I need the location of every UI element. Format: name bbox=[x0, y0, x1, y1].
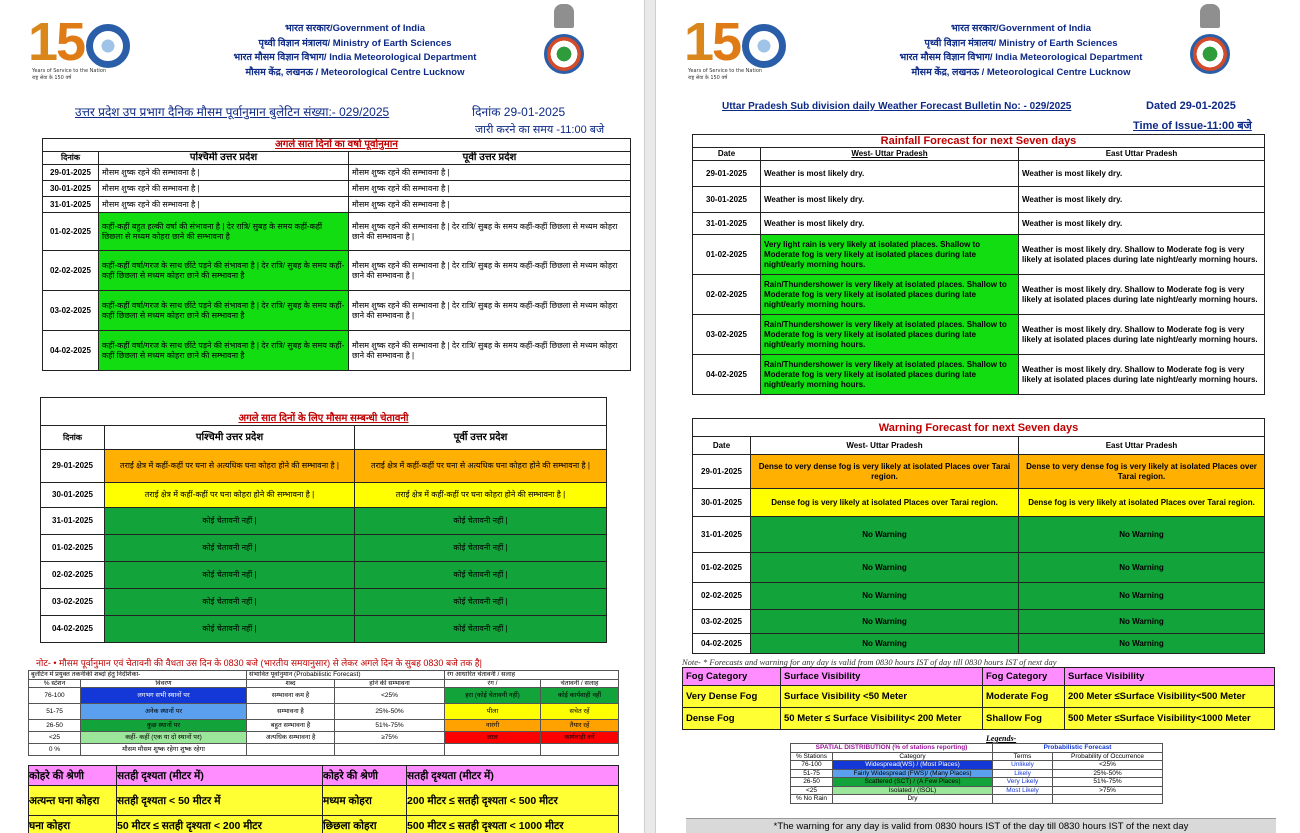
page-gutter bbox=[644, 0, 656, 833]
west-warning: कोई चेतावनी नहीं | bbox=[105, 535, 355, 562]
east-warning: कोई चेतावनी नहीं | bbox=[355, 589, 607, 616]
fog-cell: Surface Visibility <50 Meter bbox=[781, 686, 983, 708]
legend-cell: अत्यधिक सम्भावना है bbox=[247, 732, 335, 744]
logo-tagline-hindi: राष्ट्र सेवा के 150 वर्ष bbox=[32, 75, 72, 81]
fog-cell: Moderate Fog bbox=[983, 686, 1065, 708]
legend-cell: तैयार रहें bbox=[541, 720, 619, 732]
fog-header: Fog Category bbox=[683, 668, 781, 686]
west-forecast: कहीं-कहीं वर्षा/गरज के साथ छींटे पड़ने की संभावना है | देर रात्रि/ सुबह के समय कहीं-कहीं छिछला से मध्यम कोहरा छाने की सम्भावना है bbox=[99, 291, 349, 331]
row-date: 03-02-2025 bbox=[41, 589, 105, 616]
east-warning: No Warning bbox=[1019, 634, 1265, 654]
fog-cell: सतही दृश्यता < 50 मीटर में bbox=[117, 786, 323, 816]
fog-header: Surface Visibility bbox=[1065, 668, 1275, 686]
fog-cell: अत्यन्त घना कोहरा bbox=[29, 786, 117, 816]
legend-cell: लगभग सभी स्थानों पर bbox=[81, 688, 247, 704]
east-forecast: मौसम शुष्क रहने की सम्भावना है | देर रात्रि/ सुबह के समय कहीं-कहीं छिछला से मध्यम कोहरा छाने की सम्भावना है | bbox=[349, 251, 631, 291]
east-forecast: Weather is most likely dry. Shallow to Moderate fog is very likely at isolated places during late night/early morning hours. bbox=[1019, 355, 1265, 395]
legend-sub: Category bbox=[833, 752, 993, 761]
legend-cell: सम्भावना कम है bbox=[247, 688, 335, 704]
row-date: 02-02-2025 bbox=[43, 251, 99, 291]
fog-header: Surface Visibility bbox=[781, 668, 983, 686]
header-line: भारत सरकार/Government of India bbox=[284, 23, 426, 34]
legend-cell: 51%-75% bbox=[1053, 778, 1163, 787]
west-warning: No Warning bbox=[751, 634, 1019, 654]
row-date: 01-02-2025 bbox=[41, 535, 105, 562]
logo-tagline: Years of Service to the Nation bbox=[32, 68, 107, 74]
row-date: 01-02-2025 bbox=[693, 553, 751, 583]
legend-cell: 76-100 bbox=[791, 761, 833, 770]
east-warning: कोई चेतावनी नहीं | bbox=[355, 508, 607, 535]
validity-note: Note- * Forecasts and warning for any day is valid from 0830 hours IST of day till 0830 hours IST of next day bbox=[682, 657, 1057, 667]
issue-time: Time of Issue-11:00 बजे bbox=[1133, 120, 1252, 132]
west-warning: तराई क्षेत्र में कहीं-कहीं पर घना कोहरा होने की सम्भावना है | bbox=[105, 483, 355, 508]
west-warning: No Warning bbox=[751, 583, 1019, 610]
fog-cell: घना कोहरा bbox=[29, 816, 117, 833]
west-forecast: मौसम शुष्क रहने की सम्भावना है | bbox=[99, 165, 349, 181]
legend-cell: >75% bbox=[1053, 786, 1163, 795]
row-date: 04-02-2025 bbox=[693, 634, 751, 654]
legend-sub: होने की सम्भावना bbox=[335, 679, 445, 688]
fog-category-table bbox=[28, 765, 619, 833]
legend-cell: 76-100 bbox=[29, 688, 81, 704]
west-warning: कोई चेतावनी नहीं | bbox=[105, 589, 355, 616]
legend-head: SPATIAL DISTRIBUTION (% of stations reporting) bbox=[791, 744, 993, 753]
fog-header: कोहरे की श्रेणी bbox=[323, 766, 407, 786]
legend-cell: 51-75 bbox=[29, 704, 81, 720]
legend-cell: लाल bbox=[445, 732, 541, 744]
legend-cell: पीला bbox=[445, 704, 541, 720]
legend-cell: बहुत सम्भावना है bbox=[247, 720, 335, 732]
imd-150-logo: 15 Years of Service to the Nation राष्ट्र सेवा के 150 वर्ष bbox=[684, 14, 804, 78]
national-emblem-icon bbox=[544, 4, 584, 80]
legend-cell bbox=[247, 744, 335, 756]
east-warning: No Warning bbox=[1019, 553, 1265, 583]
national-emblem-icon bbox=[1190, 4, 1230, 80]
legend-cell: Fairly Widespread (FWS)/ (Many Places) bbox=[833, 769, 993, 778]
east-warning: कोई चेतावनी नहीं | bbox=[355, 535, 607, 562]
col-east: East Uttar Pradesh bbox=[1019, 148, 1265, 161]
row-date: 29-01-2025 bbox=[41, 450, 105, 483]
warning-table-title: Warning Forecast for next Seven days bbox=[693, 419, 1265, 437]
row-date: 04-02-2025 bbox=[41, 616, 105, 643]
east-forecast: Weather is most likely dry. bbox=[1019, 213, 1265, 235]
row-date: 04-02-2025 bbox=[43, 331, 99, 371]
legend-cell: % No Rain bbox=[791, 795, 833, 804]
row-date: 29-01-2025 bbox=[43, 165, 99, 181]
fog-header: सतही दृश्यता (मीटर में) bbox=[117, 766, 323, 786]
legend-cell bbox=[445, 744, 541, 756]
page-hindi bbox=[0, 0, 644, 833]
bulletin-title: Uttar Pradesh Sub division daily Weather Forecast Bulletin No: - 029/2025 bbox=[722, 101, 1072, 112]
legend-cell: Most Likely bbox=[993, 786, 1053, 795]
legend-sub: विवरण bbox=[81, 679, 247, 688]
fog-cell: Shallow Fog bbox=[983, 708, 1065, 730]
fog-category-table bbox=[682, 667, 1275, 730]
west-warning: तराई क्षेत्र में कहीं-कहीं पर घना से अत्यधिक घना कोहरा होने की सम्भावना है | bbox=[105, 450, 355, 483]
east-forecast: मौसम शुष्क रहने की सम्भावना है | bbox=[349, 197, 631, 213]
legend-cell: Very Likely bbox=[993, 778, 1053, 787]
east-forecast: मौसम शुष्क रहने की सम्भावना है | देर रात्रि/ सुबह के समय कहीं-कहीं छिछला से मध्यम कोहरा छाने की सम्भावना है | bbox=[349, 291, 631, 331]
legend-head: Probabilistic Forecast bbox=[993, 744, 1163, 753]
legend-cell: Likely bbox=[993, 769, 1053, 778]
row-date: 30-01-2025 bbox=[43, 181, 99, 197]
legend-cell: <25 bbox=[791, 786, 833, 795]
fog-header: सतही दृश्यता (मीटर में) bbox=[407, 766, 619, 786]
legend-sub: % स्टेशन bbox=[29, 679, 81, 688]
legend-sub: Probability of Occurrence bbox=[1053, 752, 1163, 761]
col-east: पूर्वी उत्तर प्रदेश bbox=[355, 426, 607, 450]
fog-cell: Dense Fog bbox=[683, 708, 781, 730]
legend-head: संभावित पूर्वानुमान (Probabilistic Forecast) bbox=[247, 671, 445, 680]
legend-cell: 26-50 bbox=[29, 720, 81, 732]
header-line: भारत मौसम विज्ञान विभाग/ India Meteorological Department bbox=[899, 52, 1143, 63]
legend-cell: Scattered (SCT) / (A Few Places) bbox=[833, 778, 993, 787]
legend-cell: कहीं- कहीं (एक या दो स्थानों पर) bbox=[81, 732, 247, 744]
legend-cell: सम्भावना है bbox=[247, 704, 335, 720]
warning-table bbox=[692, 418, 1265, 654]
legend-cell: कार्यवाही करें bbox=[541, 732, 619, 744]
east-warning: No Warning bbox=[1019, 517, 1265, 553]
legend-table bbox=[28, 670, 619, 756]
header-line: भारत मौसम विज्ञान विभाग/ India Meteorological Department bbox=[233, 52, 477, 63]
west-forecast: Rain/Thundershower is very likely at isolated places. Shallow to Moderate fog is very likely at isolated places during late night/early morning hours. bbox=[761, 275, 1019, 315]
legend-cell: Isolated / (ISOL) bbox=[833, 786, 993, 795]
header-line: पृथ्वी विज्ञान मंत्रालय/ Ministry of Earth Sciences bbox=[924, 37, 1118, 49]
col-date: दिनांक bbox=[43, 152, 99, 165]
rain-table-title: अगले सात दिनों का वर्षा पूर्वानुमान bbox=[43, 139, 631, 152]
row-date: 30-01-2025 bbox=[693, 187, 761, 213]
east-warning: No Warning bbox=[1019, 583, 1265, 610]
east-forecast: Weather is most likely dry. bbox=[1019, 161, 1265, 187]
fog-cell: 200 Meter ≤Surface Visibility<500 Meter bbox=[1065, 686, 1275, 708]
legend-cell bbox=[335, 744, 445, 756]
fog-header: कोहरे की श्रेणी bbox=[29, 766, 117, 786]
legend-sub: % Stations bbox=[791, 752, 833, 761]
legend-cell: कुछ स्थानों पर bbox=[81, 720, 247, 732]
rain-forecast-table bbox=[42, 138, 631, 371]
west-forecast: Rain/Thundershower is very likely at isolated places. Shallow to Moderate fog is very likely at isolated places during late night/early morning hours. bbox=[761, 315, 1019, 355]
west-forecast: Weather is most likely dry. bbox=[761, 187, 1019, 213]
fog-cell: 50 Meter ≤ Surface Visibility< 200 Meter bbox=[781, 708, 983, 730]
west-forecast: कहीं-कहीं वर्षा/गरज के साथ छींटे पड़ने की संभावना है | देर रात्रि/ सुबह के समय कहीं-कहीं छिछला से मध्यम कोहरा छाने की सम्भावना है bbox=[99, 331, 349, 371]
col-date: Date bbox=[693, 437, 751, 455]
west-warning: कोई चेतावनी नहीं | bbox=[105, 616, 355, 643]
fog-cell: 500 Meter ≤Surface Visibility<1000 Meter bbox=[1065, 708, 1275, 730]
east-forecast: Weather is most likely dry. Shallow to Moderate fog is very likely at isolated places during late night/early morning hours. bbox=[1019, 235, 1265, 275]
col-east: East Uttar Pradesh bbox=[1019, 437, 1265, 455]
east-warning: Dense to very dense fog is very likely at isolated Places over Tarai region. bbox=[1019, 455, 1265, 489]
legend-cell: ≥75% bbox=[335, 732, 445, 744]
legends-label: Legends- bbox=[986, 734, 1017, 743]
header-line: भारत सरकार/Government of India bbox=[950, 23, 1092, 34]
legend-table bbox=[790, 743, 1163, 804]
west-warning: कोई चेतावनी नहीं | bbox=[105, 562, 355, 589]
legend-cell bbox=[541, 744, 619, 756]
east-forecast: Weather is most likely dry. Shallow to Moderate fog is very likely at isolated places during late night/early morning hours. bbox=[1019, 315, 1265, 355]
west-forecast: Rain/Thundershower is very likely at isolated places. Shallow to Moderate fog is very likely at isolated places during late night/early morning hours. bbox=[761, 355, 1019, 395]
row-date: 31-01-2025 bbox=[43, 197, 99, 213]
bulletin-title: उत्तर प्रदेश उप प्रभाग दैनिक मौसम पूर्वानुमान बुलेटिन संख्या:- 029/2025 bbox=[75, 105, 390, 119]
legend-cell: 0 % bbox=[29, 744, 81, 756]
header-line: पृथ्वी विज्ञान मंत्रालय/ Ministry of Earth Sciences bbox=[258, 37, 452, 49]
east-warning: No Warning bbox=[1019, 610, 1265, 634]
legend-cell: नारंगी bbox=[445, 720, 541, 732]
west-forecast: कहीं-कहीं बहुत हल्की वर्षा की संभावना है | देर रात्रि/ सुबह के समय कहीं-कहीं छिछला से मध्यम कोहरा छाने की सम्भावना है bbox=[99, 213, 349, 251]
row-date: 02-02-2025 bbox=[693, 583, 751, 610]
east-warning: कोई चेतावनी नहीं | bbox=[355, 616, 607, 643]
row-date: 02-02-2025 bbox=[41, 562, 105, 589]
warning-table-title: अगले सात दिनों के लिए मौसम सम्बन्धी चेतावनी bbox=[41, 398, 607, 426]
east-forecast: Weather is most likely dry. Shallow to Moderate fog is very likely at isolated places during late night/early morning hours. bbox=[1019, 275, 1265, 315]
east-warning: तराई क्षेत्र में कहीं-कहीं पर घना कोहरा होने की सम्भावना है | bbox=[355, 483, 607, 508]
legend-sub: शब्द bbox=[247, 679, 335, 688]
west-forecast: Weather is most likely dry. bbox=[761, 213, 1019, 235]
legend-cell: 25%-50% bbox=[335, 704, 445, 720]
col-date: Date bbox=[693, 148, 761, 161]
logo-tagline-hindi: राष्ट्र सेवा के 150 वर्ष bbox=[688, 75, 728, 81]
legend-cell bbox=[993, 795, 1053, 804]
east-forecast: मौसम शुष्क रहने की सम्भावना है | देर रात्रि/ सुबह के समय कहीं-कहीं छिछला से मध्यम कोहरा छाने की सम्भावना है | bbox=[349, 213, 631, 251]
legend-cell: <25% bbox=[335, 688, 445, 704]
org-header bbox=[871, 22, 1171, 80]
west-forecast: Weather is most likely dry. bbox=[761, 161, 1019, 187]
legend-cell: <25% bbox=[1053, 761, 1163, 770]
west-warning: Dense fog is very likely at isolated Places over Tarai region. bbox=[751, 489, 1019, 517]
issue-time: जारी करने का समय -11:00 बजे bbox=[475, 124, 605, 136]
legend-head: बुलेटिन में प्रयुक्त तकनीकी शब्दों हेतु निर्देशिका- bbox=[29, 671, 247, 680]
row-date: 30-01-2025 bbox=[41, 483, 105, 508]
legend-cell: अनेक स्थानों पर bbox=[81, 704, 247, 720]
legend-sub: चेतावनी / सलाह bbox=[541, 679, 619, 688]
legend-cell: Dry bbox=[833, 795, 993, 804]
west-warning: No Warning bbox=[751, 610, 1019, 634]
west-warning: Dense to very dense fog is very likely at isolated Places over Tarai region. bbox=[751, 455, 1019, 489]
west-forecast: Very light rain is very likely at isolated places. Shallow to Moderate fog is very likely at isolated places during late night/early morning hours. bbox=[761, 235, 1019, 275]
east-forecast: मौसम शुष्क रहने की सम्भावना है | bbox=[349, 165, 631, 181]
header-line: मौसम केंद्र, लखनऊ / Meteorological Centre Lucknow bbox=[245, 66, 465, 78]
col-west: West- Uttar Pradesh bbox=[751, 437, 1019, 455]
legend-cell: 51-75 bbox=[791, 769, 833, 778]
west-forecast: कहीं-कहीं वर्षा/गरज के साथ छींटे पड़ने की संभावना है | देर रात्रि/ सुबह के समय कहीं-कहीं छिछला से मध्यम कोहरा छाने की सम्भावना है bbox=[99, 251, 349, 291]
legend-cell: <25 bbox=[29, 732, 81, 744]
col-date: दिनांक bbox=[41, 426, 105, 450]
west-forecast: मौसम शुष्क रहने की सम्भावना है | bbox=[99, 197, 349, 213]
legend-cell: Widespread(WS) / (Most Places) bbox=[833, 761, 993, 770]
validity-note: नोट- • मौसम पूर्वानुमान एवं चेतावनी की वैधता उस दिन के 0830 बजे (भारतीय समयानुसार) से लेकर अगले दिन के सुबह 0830 बजे तक है| bbox=[36, 658, 482, 668]
fog-cell: छिछला कोहरा bbox=[323, 816, 407, 833]
legend-cell: हरा (कोई चेतावनी नहीं) bbox=[445, 688, 541, 704]
legend-cell: कोई कार्यवाही नहीं bbox=[541, 688, 619, 704]
east-forecast: मौसम शुष्क रहने की सम्भावना है | bbox=[349, 181, 631, 197]
col-west: पश्चिमी उत्तर प्रदेश bbox=[105, 426, 355, 450]
row-date: 29-01-2025 bbox=[693, 161, 761, 187]
col-west: पश्चिमी उत्तर प्रदेश bbox=[99, 152, 349, 165]
col-east: पूर्वी उत्तर प्रदेश bbox=[349, 152, 631, 165]
legend-cell bbox=[1053, 795, 1163, 804]
page-english bbox=[656, 0, 1300, 833]
row-date: 01-02-2025 bbox=[693, 235, 761, 275]
row-date: 31-01-2025 bbox=[41, 508, 105, 535]
legend-sub: Terms bbox=[993, 752, 1053, 761]
legend-cell: 26-50 bbox=[791, 778, 833, 787]
row-date: 04-02-2025 bbox=[693, 355, 761, 395]
east-forecast: Weather is most likely dry. bbox=[1019, 187, 1265, 213]
legend-cell: 25%-50% bbox=[1053, 769, 1163, 778]
east-forecast: मौसम शुष्क रहने की सम्भावना है | देर रात्रि/ सुबह के समय कहीं-कहीं छिछला से मध्यम कोहरा छाने की सम्भावना है | bbox=[349, 331, 631, 371]
east-warning: कोई चेतावनी नहीं | bbox=[355, 562, 607, 589]
rain-forecast-table bbox=[692, 134, 1265, 395]
east-warning: तराई क्षेत्र में कहीं-कहीं पर घना से अत्यधिक घना कोहरा होने की सम्भावना है | bbox=[355, 450, 607, 483]
legend-sub: रंग / bbox=[445, 679, 541, 688]
legend-cell: सचेत रहें bbox=[541, 704, 619, 720]
rain-table-title: Rainfall Forecast for next Seven days bbox=[693, 135, 1265, 148]
west-forecast: मौसम शुष्क रहने की सम्भावना है | bbox=[99, 181, 349, 197]
row-date: 03-02-2025 bbox=[43, 291, 99, 331]
col-west: West- Uttar Pradesh bbox=[761, 148, 1019, 161]
header-line: मौसम केंद्र, लखनऊ / Meteorological Centre Lucknow bbox=[911, 66, 1131, 78]
fog-cell: 500 मीटर ≤ सतही दृश्यता < 1000 मीटर bbox=[407, 816, 619, 833]
imd-150-logo: 15 Years of Service to the Nation राष्ट्र सेवा के 150 वर्ष bbox=[28, 14, 148, 78]
fog-cell: 200 मीटर ≤ सतही दृश्यता < 500 मीटर bbox=[407, 786, 619, 816]
fog-cell: Very Dense Fog bbox=[683, 686, 781, 708]
legend-cell: Unlikely bbox=[993, 761, 1053, 770]
footer-note: *The warning for any day is valid from 0830 hours IST of the day till 0830 hours IST of the next day bbox=[686, 818, 1276, 833]
bulletin-date: दिनांक 29-01-2025 bbox=[472, 105, 566, 119]
row-date: 30-01-2025 bbox=[693, 489, 751, 517]
west-warning: कोई चेतावनी नहीं | bbox=[105, 508, 355, 535]
row-date: 03-02-2025 bbox=[693, 315, 761, 355]
bulletin-date: Dated 29-01-2025 bbox=[1146, 100, 1236, 112]
west-warning: No Warning bbox=[751, 517, 1019, 553]
fog-cell: 50 मीटर ≤ सतही दृश्यता < 200 मीटर bbox=[117, 816, 323, 833]
warning-table bbox=[40, 397, 607, 643]
legend-cell: 51%-75% bbox=[335, 720, 445, 732]
row-date: 31-01-2025 bbox=[693, 213, 761, 235]
fog-cell: मध्यम कोहरा bbox=[323, 786, 407, 816]
row-date: 01-02-2025 bbox=[43, 213, 99, 251]
org-header bbox=[205, 22, 505, 80]
west-warning: No Warning bbox=[751, 553, 1019, 583]
row-date: 02-02-2025 bbox=[693, 275, 761, 315]
row-date: 29-01-2025 bbox=[693, 455, 751, 489]
fog-header: Fog Category bbox=[983, 668, 1065, 686]
logo-tagline: Years of Service to the Nation bbox=[688, 68, 763, 74]
row-date: 31-01-2025 bbox=[693, 517, 751, 553]
east-warning: Dense fog is very likely at isolated Places over Tarai region. bbox=[1019, 489, 1265, 517]
legend-head: रंग आधारित चेतावनी / सलाह bbox=[445, 671, 619, 680]
legend-cell: मौसम मौसम शुष्क रहेगा शुष्क रहेगा bbox=[81, 744, 247, 756]
row-date: 03-02-2025 bbox=[693, 610, 751, 634]
